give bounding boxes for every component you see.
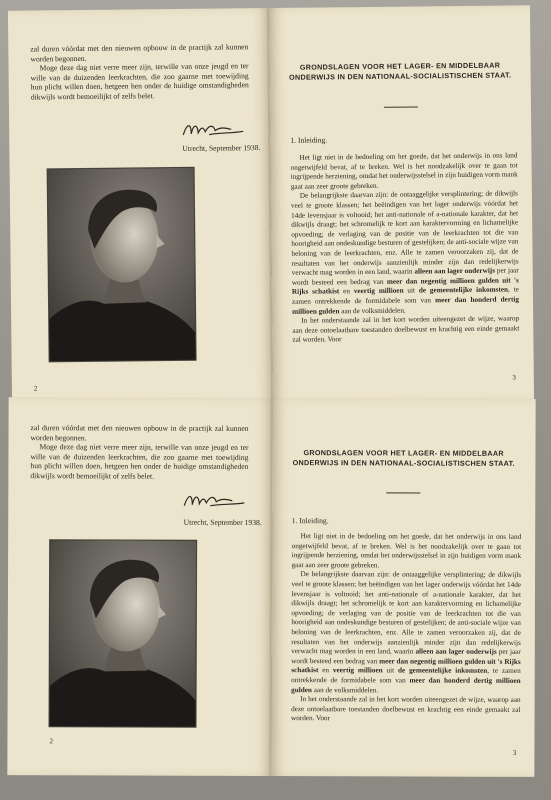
body-text: [290, 151, 519, 345]
body-paragraph-1: Het ligt niet in de bedoeling om het goede, dat het onderwijs in ons land ongetwijfeld bevat, af te breken. Wel is het noodzakelijk over te gaan tot ingrijpende herziening, omdat het onderwijsstelsel in zijn huidigen vorm mank gaat aan zeer groote gebreken.: [290, 151, 518, 191]
left-paragraph-1: zal duren vóórdat met den nieuwen opbouw in de practijk zal kunnen worden begonnen.: [30, 423, 249, 442]
left-page-text: [30, 423, 248, 481]
right-page: [269, 5, 534, 403]
body-paragraph-2: De belangrijkste daarvan zijn: de ontaaggelijke versplintering; de dikwijls veel te groote klassen; het beëindigen van het lager onderwijs vóórdat het 14de levensjaar is voltooid; het anti-nationale of a-nationale karakter, dat het dikwijls draagt; het schromelijk te kort aan karaktervorming en lichamelijke opvoeding; de verlaging van de positie van de leerkrachten tot die van hoorigheid aan ondeskundige besturen of gestelijken; de anti-sociale wijze van beloning van de leerkrachten, enz. Alle te zamen veroorzaken zij, dat de resultaten van het onderwijs aanzienlijk minder zijn dan redelijkerwijs verwacht mag worden in een land, waarin alleen aan lager onderwijs per jaar wordt besteed een bedrag van meer dan negentig millioen gulden uit 's Rijks schatkist en veertig millioen uit de gemeentelijke inkomsten, te zamen ontrekkende de formidabele som van meer dan honderd dertig millioen gulden aan de volksmiddelen.: [291, 570, 522, 694]
body-paragraph-3: In het onderstaande zal in het kort worden uiteengezet de wijze, waarop aan deze ontoelaatbare toestanden doelbewust en krachtig een einde gemaakt zal worden. Voor: [292, 314, 520, 345]
body-paragraph-1: Het ligt niet in de bedoeling om het goede, dat het onderwijs in ons land ongetwijfeld bevat, af te breken. Wel is het noodzakelijk over te gaan tot ingrijpende herziening, omdat het onderwijsstelsel in zijn huidigen vorm mank gaat aan zeer groote gebreken.: [291, 532, 522, 570]
section-heading: 1. Inleiding.: [290, 135, 328, 145]
left-paragraph-2: Moge deze dag niet verre meer zijn, terwille van onze jeugd en ter wille van de duizenden leerkrachten, die zoo gaarne met toewijding hun plicht willen doen, hetgeen hen onder de huidige omstandigheden dikwijls wordt bemoeilijkt of zelfs belet.: [30, 442, 249, 481]
page-title: GRONDSLAGEN VOOR HET LAGER- EN MIDDELBAAR ONDERWIJS IN DEN NATIONAAL-SOCIALISTISCHEN STAAT.: [289, 60, 512, 82]
page-number-right: 3: [512, 748, 517, 757]
section-heading: 1. Inleiding.: [291, 516, 329, 526]
booklet-bottom: [7, 397, 535, 777]
title-divider: [387, 492, 421, 493]
place-date: Utrecht, September 1938.: [183, 517, 262, 527]
signature-icon: [179, 118, 249, 141]
left-paragraph-1: zal duren vóórdat met den nieuwen opbouw in de practijk zal kunnen worden begonnen.: [30, 42, 249, 64]
left-paragraph-2: Moge deze dag niet verre meer zijn, terwille van onze jeugd en ter wille van de duizenden leerkrachten, die zoo gaarne met toewijding hun plicht willen doen, hetgeen hen onder de huidige omstandigheden dikwijls wordt bemoeilijkt of zelfs belet.: [30, 61, 249, 102]
page-number-right: 3: [512, 373, 516, 382]
body-text: [291, 532, 521, 725]
booklet-top: [8, 5, 534, 405]
portrait-photo-icon: [50, 540, 197, 727]
signature-icon: [180, 490, 250, 512]
left-page: [7, 397, 272, 776]
body-paragraph-3: In het onderstaande zal in het kort worden uiteengezet de wijze, waarop aan deze ontoelaatbare toestanden doelbewust en krachtig een einde gemaakt zal worden. Voor: [291, 695, 521, 723]
left-page: [8, 8, 273, 406]
page-number-left: 2: [33, 384, 38, 393]
page-title: GRONDSLAGEN VOOR HET LAGER- EN MIDDELBAAR ONDERWIJS IN DEN NATIONAAL-SOCIALISTISCHEN STAAT.: [292, 448, 515, 468]
page-number-left: 2: [49, 737, 53, 746]
place-date: Utrecht, September 1938.: [182, 143, 261, 153]
body-paragraph-2: De belangrijkste daarvan zijn: de ontaaggelijke versplintering; de dikwijls veel te groote klassen; het beëindigen van het lager onderwijs vóórdat het 14de levensjaar is voltooid; het anti-nationale of a-nationale karakter, dat het dikwijls draagt; het schromelijk te kort aan karaktervorming en lichamelijke opvoeding; de verlaging van de positie van de leerkrachten tot die van hoorigheid aan ondeskundige besturen of gestelijken; de anti-sociale wijze van beloning van de leerkrachten, enz. Alle te zamen veroorzaken zij, dat de resultaten van het onderwijs aanzienlijk minder zijn dan redelijkerwijs verwacht mag worden in een land, waarin alleen aan lager onderwijs per jaar wordt besteed een bedrag van meer dan negentig millioen gulden uit 's Rijks schatkist en veertig millioen uit de gemeentelijke inkomsten, te zamen ontrekkende de formidabele som van meer dan honderd dertig millioen gulden aan de volksmiddelen.: [290, 189, 520, 316]
title-divider: [383, 106, 417, 107]
portrait-photo-icon: [48, 168, 196, 362]
left-page-text: [30, 42, 249, 102]
right-page: [271, 398, 536, 777]
